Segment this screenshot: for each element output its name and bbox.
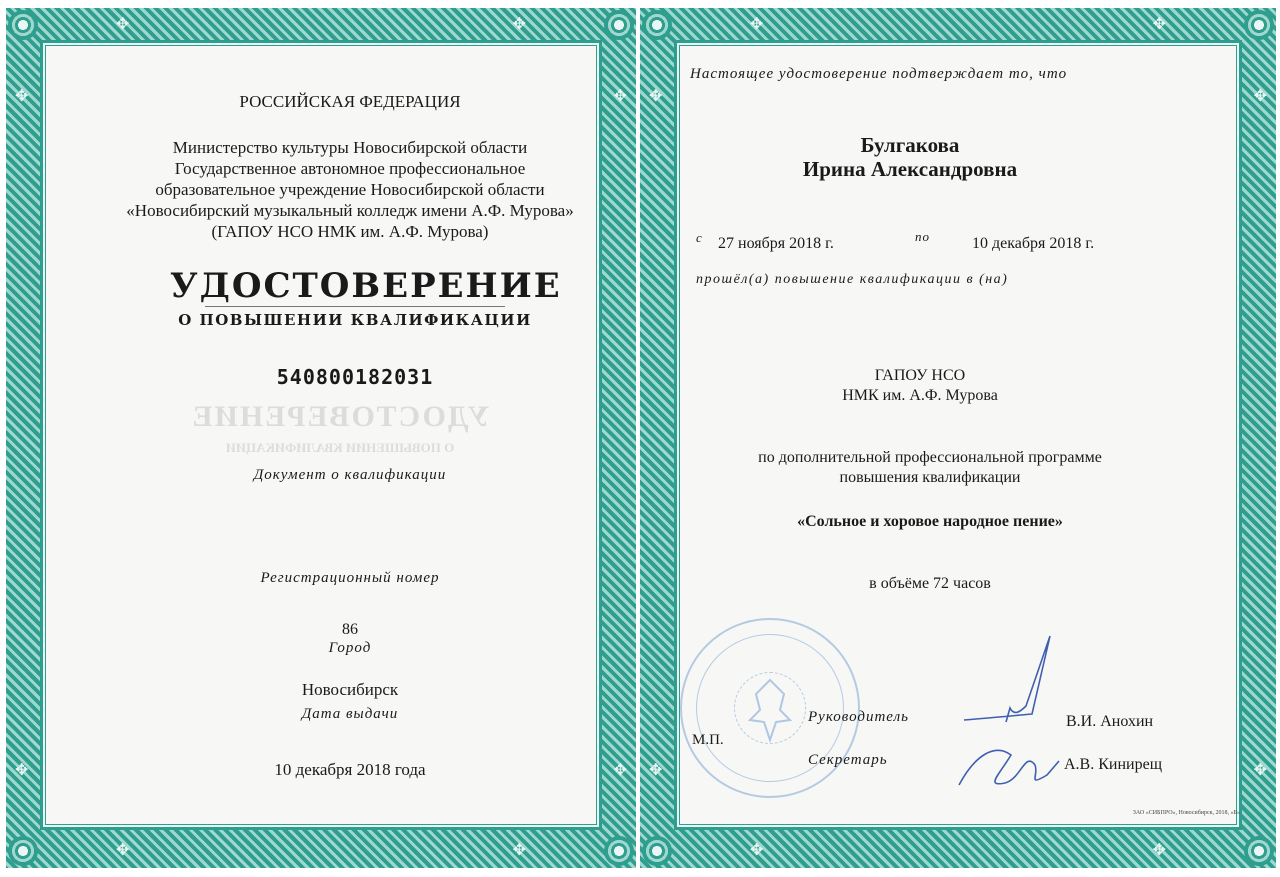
bow-ornament-icon: ✥ (15, 86, 29, 105)
issue-date: 10 декабря 2018 года (274, 760, 426, 779)
corner-ornament-icon (1244, 836, 1274, 866)
bow-ornament-icon: ✥ (649, 760, 663, 779)
issuer-line: «Новосибирский музыкальный колледж имени А.Ф. Мурова» (126, 201, 574, 220)
bow-ornament-icon: ✥ (116, 840, 130, 859)
document-title: УДОСТОВЕРЕНИЕ (170, 266, 562, 306)
corner-ornament-icon (8, 10, 38, 40)
head-signature-label: Руководитель (808, 709, 909, 725)
holder-surname: Булгакова (860, 133, 960, 157)
document-type-label: Документ о квалификации (253, 467, 447, 483)
issuer-line: (ГАПОУ НСО НМК им. А.Ф. Мурова) (211, 222, 489, 241)
bow-ornament-icon: ✥ (1152, 840, 1166, 859)
bow-ornament-icon: ✥ (512, 14, 526, 33)
date-from: 27 ноября 2018 г. (718, 235, 834, 252)
issuer-block (60, 137, 640, 242)
country-heading: РОССИЙСКАЯ ФЕДЕРАЦИЯ (239, 92, 461, 111)
bow-ornament-icon: ✥ (15, 760, 29, 779)
bow-ornament-icon: ✥ (512, 840, 526, 859)
head-name: В.И. Анохин (1066, 713, 1154, 730)
corner-ornament-icon (1244, 10, 1274, 40)
secretary-signature (955, 735, 1065, 795)
date-to-label: по (915, 229, 930, 244)
holder-given-names: Ирина Александровна (802, 157, 1018, 181)
program-description: по дополнительной профессиональной программе (758, 449, 1102, 466)
city-label: Город (328, 640, 372, 656)
issuer-line: образовательное учреждение Новосибирской области (155, 180, 545, 199)
reg-number: 86 (342, 621, 358, 638)
corner-ornament-icon (642, 836, 672, 866)
corner-ornament-icon (604, 10, 634, 40)
city-value: Новосибирск (301, 680, 399, 699)
corner-ornament-icon (8, 836, 38, 866)
date-from-label: с (696, 230, 703, 245)
bow-ornament-icon: ✥ (1253, 760, 1267, 779)
bow-ornament-icon: ✥ (116, 14, 130, 33)
institution-line: НМК им. А.Ф. Мурова (842, 387, 998, 404)
passed-training-label: прошёл(а) повышение квалификации в (на) (696, 272, 1009, 287)
issue-date-label: Дата выдачи (301, 706, 399, 722)
bow-ornament-icon: ✥ (750, 840, 764, 859)
secretary-signature-label: Секретарь (808, 752, 888, 768)
program-description: повышения квалификации (839, 469, 1021, 486)
program-name: «Сольное и хоровое народное пение» (797, 513, 1063, 530)
secretary-name: А.В. Кинирещ (1064, 756, 1163, 773)
issuer-line: Государственное автономное профессиональное (174, 159, 526, 178)
bleed-through-title: УДОСТОВЕРЕНИЕ (190, 400, 490, 433)
bow-ornament-icon: ✥ (613, 760, 627, 779)
serial-number: 540800182031 (276, 365, 434, 389)
reg-number-label: Регистрационный номер (260, 570, 440, 586)
certificate-intro: Настоящее удостоверение подтверждает то, что (690, 66, 1068, 82)
printer-note: ЗАО «СИБПРО», Новосибирск, 2018, «Б» (1132, 810, 1240, 816)
bow-ornament-icon: ✥ (1152, 14, 1166, 33)
title-underline (205, 306, 505, 307)
document-subtitle: О ПОВЫШЕНИИ КВАЛИФИКАЦИИ (178, 311, 532, 329)
bow-ornament-icon: ✥ (613, 86, 627, 105)
institution-line: ГАПОУ НСО (874, 367, 966, 384)
hours-value: в объёме 72 часов (869, 575, 991, 592)
corner-ornament-icon (604, 836, 634, 866)
date-to: 10 декабря 2018 г. (972, 235, 1095, 252)
issuer-line: Министерство культуры Новосибирской области (172, 138, 528, 157)
stamp-placeholder-label: М.П. (692, 732, 724, 748)
bow-ornament-icon: ✥ (750, 14, 764, 33)
bow-ornament-icon: ✥ (1253, 86, 1267, 105)
bow-ornament-icon: ✥ (649, 86, 663, 105)
corner-ornament-icon (642, 10, 672, 40)
bleed-through-subtitle: О ПОВЫШЕНИИ КВАЛИФИКАЦИИ (225, 440, 455, 455)
head-signature (960, 630, 1070, 730)
